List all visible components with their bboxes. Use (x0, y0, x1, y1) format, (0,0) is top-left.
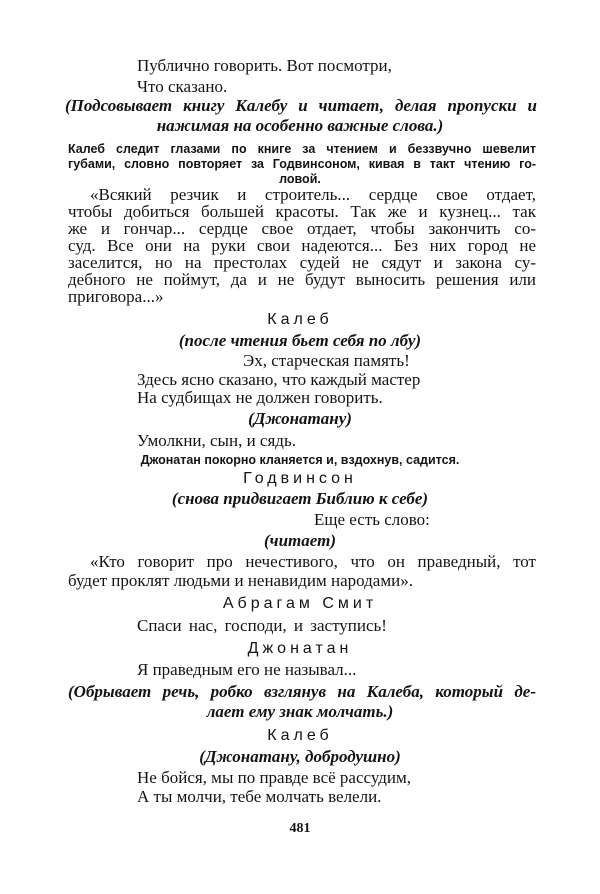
stage-direction: (после чтения бьет себя по лбу) (178, 331, 422, 350)
quote-line: приговора...» (68, 287, 164, 306)
quote-line: будет проклят людьми и ненавидим народами». (68, 571, 413, 590)
page-number: 481 (289, 821, 311, 836)
quote-line: «Всякий резчик и строитель... сердце свое отдает, (90, 185, 536, 204)
verse-line: Здесь ясно сказано, что каждый мастер (137, 370, 421, 389)
quote-line: чтобы добиться большей красоты. Так же и кузнец... так (68, 202, 536, 221)
stage-direction: (снова придвигает Библию к себе) (171, 489, 429, 508)
quote-line: же и гончар... сердце свое отдает, чтобы закончить со- (68, 219, 536, 238)
stage-note: Джонатан покорно кланяется и, вздохнув, садится. (140, 453, 460, 467)
verse-line: Эх, старческая память! (243, 351, 410, 370)
stage-direction: (Джонатану, добродушно) (199, 747, 401, 766)
stage-direction: лает ему знак молчать.) (206, 702, 394, 721)
stage-direction: (Подсовывает книгу Калебу и читает, делая пропуски и (65, 96, 537, 115)
verse-line: Не бойся, мы по правде всё рассудим, (137, 768, 412, 787)
character-name: Калеб (267, 727, 333, 744)
verse-line: А ты молчи, тебе молчать велели. (137, 787, 382, 806)
verse-line: Что сказано. (137, 77, 228, 96)
verse-line: На судбищах не должен говорить. (137, 388, 383, 407)
stage-note: ловой. (279, 172, 321, 186)
stage-direction: (Обрывает речь, робко взглянув на Калеба, который де- (68, 682, 536, 701)
quote-line: «Кто говорит про нечестивого, что он праведный, тот (90, 552, 536, 571)
stage-direction: (Джонатану) (248, 409, 352, 428)
quote-line: дебного не поймут, да и не будут выносить решения или (68, 270, 536, 289)
verse-line: Публично говорить. Вот посмотри, (137, 56, 392, 75)
stage-direction: нажимая на особенно важные слова.) (156, 116, 444, 135)
verse-line: Умолкни, сын, и сядь. (137, 431, 296, 450)
quote-line: заселится, но на престолах судей не сядут и закона су- (68, 253, 536, 272)
verse-line: Спаси нас, господи, и заступись! (137, 616, 387, 635)
character-name: Джонатан (247, 640, 353, 657)
quote-line: суд. Все они на руки свои надеются... Без них город не (68, 236, 536, 255)
character-name: Годвинсон (243, 470, 357, 487)
stage-note: Калеб следит глазами по книге за чтением и беззвучно шевелит (68, 142, 536, 156)
stage-note: губами, словно повторяет за Годвинсоном, кивая в такт чтению го- (68, 157, 536, 171)
verse-line: Еще есть слово: (314, 510, 430, 529)
character-name: Калеб (267, 311, 333, 328)
stage-direction: (читает) (264, 531, 336, 550)
character-name: Абрагам Смит (222, 595, 378, 612)
verse-line: Я праведным его не называл... (137, 660, 357, 679)
